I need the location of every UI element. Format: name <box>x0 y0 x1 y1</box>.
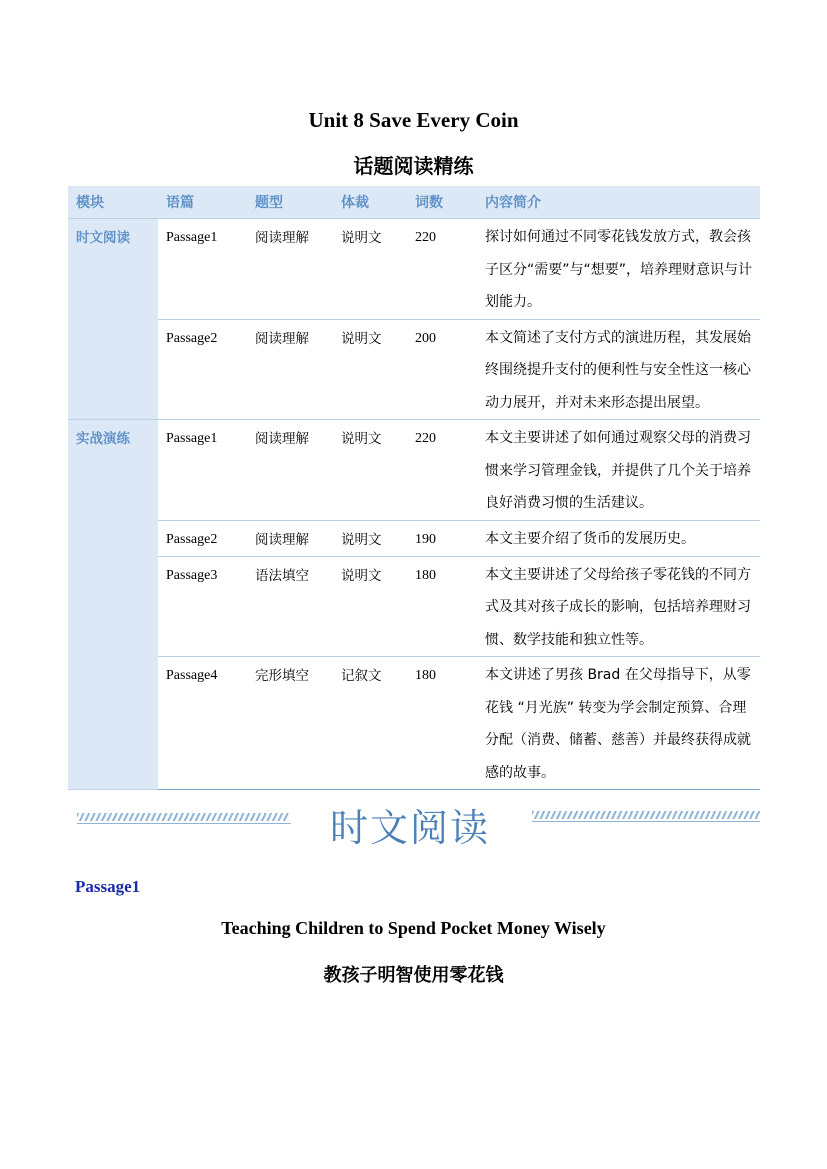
count-cell: 220 <box>407 219 477 320</box>
header-module: 模块 <box>68 186 158 219</box>
intro-cell: 本文简述了支付方式的演进历程，其发展始终围绕提升支付的便利性与安全性这一核心动力展开，并对未来形态提出展望。 <box>477 319 760 420</box>
table-row <box>68 657 760 790</box>
page-subtitle: 话题阅读精练 <box>353 154 474 178</box>
passage-cell: Passage2 <box>158 319 247 420</box>
article-title-en: Teaching Children to Spend Pocket Money Wisely <box>221 918 606 938</box>
intro-cell: 本文主要介绍了货币的发展历史。 <box>477 520 760 556</box>
passage-label: Passage1 <box>75 877 141 896</box>
table-row <box>68 219 760 320</box>
genre-cell: 说明文 <box>333 556 407 657</box>
module-cell: 时文阅读 <box>68 219 158 420</box>
count-cell: 190 <box>407 520 477 556</box>
intro-cell: 探讨如何通过不同零花钱发放方式，教会孩子区分“需要”与“想要”，培养理财意识与计划能力。 <box>477 219 760 320</box>
count-cell: 180 <box>407 556 477 657</box>
banner-stripe-right <box>532 811 760 819</box>
count-cell: 180 <box>407 657 477 790</box>
table-row <box>68 556 760 657</box>
header-count: 词数 <box>407 186 477 219</box>
intro-cell: 本文讲述了男孩 Brad 在父母指导下，从零花钱 “月光族” 转变为学会制定预算、合理分配（消费、储蓄、慈善）并最终获得成就感的故事。 <box>477 657 760 790</box>
module-cell: 实战演练 <box>68 420 158 790</box>
table-row <box>68 520 760 556</box>
section-banner-title: 时文阅读 <box>329 806 490 850</box>
genre-cell: 说明文 <box>333 219 407 320</box>
banner-line-left <box>77 823 291 824</box>
banner-stripe-left <box>77 813 289 821</box>
type-cell: 完形填空 <box>247 657 333 790</box>
intro-cell: 本文主要讲述了如何通过观察父母的消费习惯来学习管理金钱，并提供了几个关于培养良好消费习惯的生活建议。 <box>477 420 760 521</box>
genre-cell: 记叙文 <box>333 657 407 790</box>
table-row <box>68 420 760 521</box>
table-header-row <box>68 186 760 219</box>
genre-cell: 说明文 <box>333 319 407 420</box>
genre-cell: 说明文 <box>333 520 407 556</box>
section-banner <box>0 795 827 855</box>
banner-line-right <box>532 821 760 822</box>
passage-cell: Passage3 <box>158 556 247 657</box>
header-intro: 内容简介 <box>477 186 760 219</box>
type-cell: 语法填空 <box>247 556 333 657</box>
genre-cell: 说明文 <box>333 420 407 521</box>
header-genre: 体裁 <box>333 186 407 219</box>
article-title-cn: 教孩子明智使用零花钱 <box>323 965 504 986</box>
overview-table <box>68 186 760 790</box>
passage-cell: Passage2 <box>158 520 247 556</box>
passage-cell: Passage1 <box>158 219 247 320</box>
passage-cell: Passage4 <box>158 657 247 790</box>
type-cell: 阅读理解 <box>247 219 333 320</box>
header-type: 题型 <box>247 186 333 219</box>
passage-cell: Passage1 <box>158 420 247 521</box>
count-cell: 220 <box>407 420 477 521</box>
type-cell: 阅读理解 <box>247 319 333 420</box>
type-cell: 阅读理解 <box>247 520 333 556</box>
table-row <box>68 319 760 420</box>
type-cell: 阅读理解 <box>247 420 333 521</box>
page-title: Unit 8 Save Every Coin <box>308 108 519 132</box>
header-passage: 语篇 <box>158 186 247 219</box>
intro-cell: 本文主要讲述了父母给孩子零花钱的不同方式及其对孩子成长的影响，包括培养理财习惯、数学技能和独立性等。 <box>477 556 760 657</box>
count-cell: 200 <box>407 319 477 420</box>
